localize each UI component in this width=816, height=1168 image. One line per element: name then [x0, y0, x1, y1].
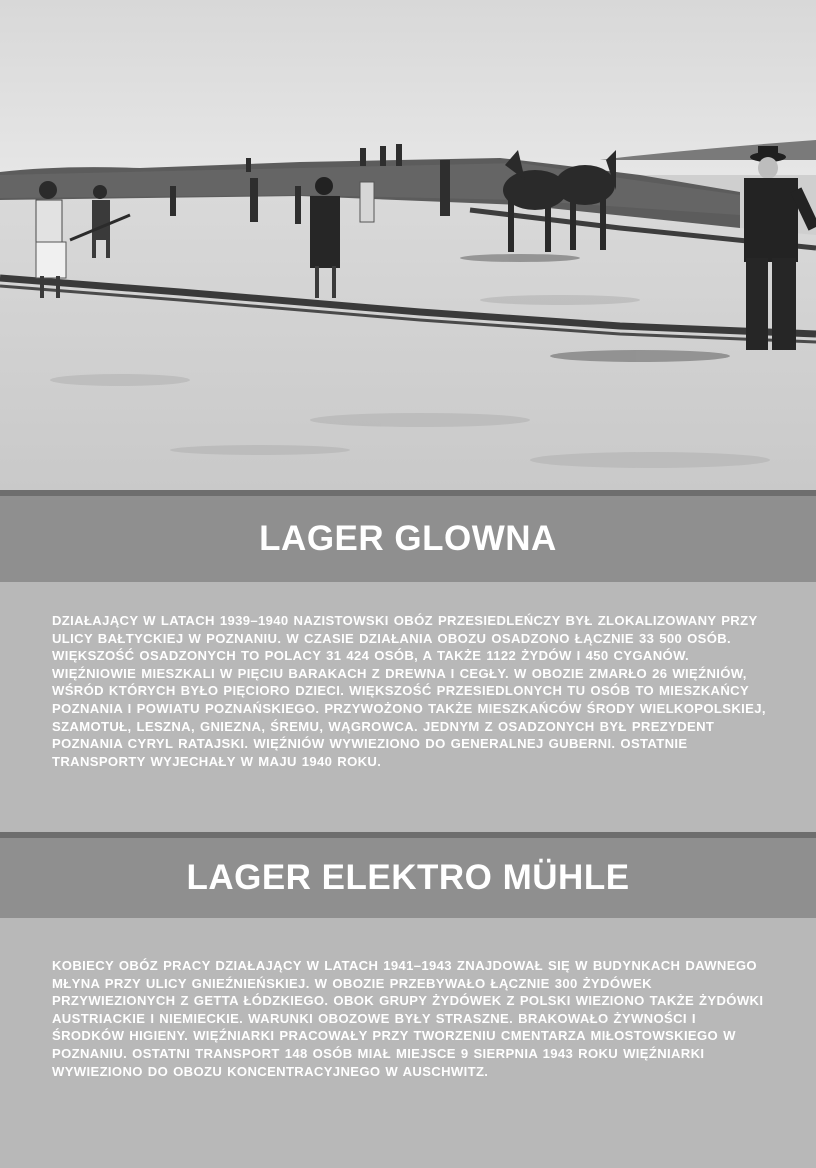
historic-photo: [0, 0, 816, 490]
section-title: LAGER ELEKTRO MÜHLE: [186, 858, 630, 897]
section-body-panel: [0, 582, 816, 832]
section-title-band: [0, 838, 816, 918]
section-title: LAGER GLOWNA: [259, 519, 557, 558]
section-body-text: KOBIECY OBÓZ PRACY DZIAŁAJĄCY W LATACH 1941–1943 ZNAJDOWAŁ SIĘ W BUDYNKACH DAWNEGO MŁYNA PRZY ULICY GNIEŹNIEŃSKIEJ. W OBOZIE PRZEBYWAŁO ŁĄCZNIE 300 ŻYDÓWEK PRZYWIEZIONYCH Z GETTA ŁÓDZKIEGO. OBOK GRUPY ŻYDÓWEK Z POLSKI WIEZIONO TAKŻE ŻYDÓWKI AUSTRIACKIE I NIEMIECKIE. WARUNKI OBOZOWE BYŁY STRASZNE. BRAKOWAŁO ŻYWNOŚCI I ŚRODKÓW HIGIENY. WIĘŹNIARKI PRACOWAŁY PRZY TWORZENIU CMENTARZA MIŁOSTOWSKIEGO W POZNANIU. OSTATNI TRANSPORT 148 OSÓB MIAŁ MIEJSCE 9 SIERPNIA 1943 ROKU WIĘŹNIARKI WYWIEZIONO DO OBOZU KONCENTRACYJNEGO W AUSCHWITZ.: [52, 958, 764, 1079]
section-title-band: [0, 496, 816, 582]
section-body-text: DZIAŁAJĄCY W LATACH 1939–1940 NAZISTOWSKI OBÓZ PRZESIEDLEŃCZY BYŁ ZLOKALIZOWANY PRZY ULICY BAŁTYCKIEJ W POZNANIU. W CZASIE DZIAŁANIA OBOZU OSADZONO ŁĄCZNIE 33 500 OSÓB. WIĘKSZOŚĆ OSADZONYCH TO POLACY 31 424 OSÓB, A TAKŻE 1122 ŻYDÓW I 450 CYGANÓW. WIĘŹNIOWIE MIESZKALI W PIĘCIU BARAKACH Z DREWNA I CEGŁY. W OBOZIE ZMARŁO 26 WIĘŹNIÓW, WŚRÓD KTÓRYCH BYŁO PIĘCIORO DZIECI. WIĘKSZOŚĆ PRZESIEDLONYCH TU OSÓB TO MIESZKAŃCY POZNANIA I POWIATU POZNAŃSKIEGO. PRZYWOŻONO TAKŻE MIESZKAŃCÓW ŚRODY WIELKOPOLSKIEJ, SZAMOTUŁ, LESZNA, GNIEZNA, ŚREMU, WĄGROWCA. JEDNYM Z OSADZONYCH BYŁ PREZYDENT POZNANIA CYRYL RATAJSKI. WIĘŹNIÓW WYWIEZIONO DO GENERALNEJ GUBERNI. OSTATNIE TRANSPORTY WYJECHAŁY W MAJU 1940 ROKU.: [52, 613, 766, 769]
section-body-panel: [0, 918, 816, 1168]
historic-labor-camp-photo-icon: [0, 0, 816, 490]
